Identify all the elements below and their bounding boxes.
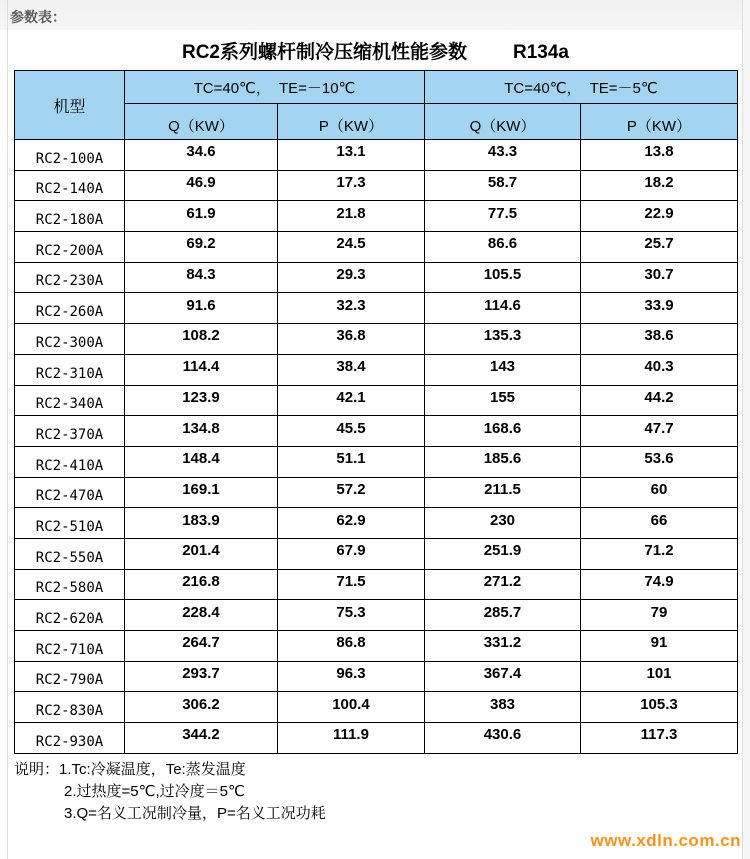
p2-cell: 38.6 xyxy=(581,324,738,355)
q2-cell: 105.5 xyxy=(425,262,581,293)
page-right-margin xyxy=(743,0,750,859)
note-text-1: 1.Tc:冷凝温度，Te:蒸发温度 xyxy=(59,760,246,778)
p1-cell: 42.1 xyxy=(278,385,425,416)
q1-cell: 306.2 xyxy=(125,692,278,723)
q2-cell: 331.2 xyxy=(425,631,581,662)
q1-cell: 46.9 xyxy=(125,170,278,201)
q2-cell: 251.9 xyxy=(425,538,581,569)
q2-cell: 185.6 xyxy=(425,446,581,477)
spec-table-body xyxy=(15,140,738,754)
q1-cell: 134.8 xyxy=(125,416,278,447)
table-row xyxy=(15,140,738,171)
q2-cell: 58.7 xyxy=(425,170,581,201)
page-label: 参数表： xyxy=(10,9,66,25)
model-cell: RC2-140A xyxy=(15,170,125,201)
model-cell: RC2-200A xyxy=(15,232,125,263)
model-cell: RC2-410A xyxy=(15,446,125,477)
p2-cell: 101 xyxy=(581,661,738,692)
p2-cell: 22.9 xyxy=(581,201,738,232)
col-header-q2: Q（KW） xyxy=(425,104,581,140)
q1-cell: 123.9 xyxy=(125,385,278,416)
p2-cell: 33.9 xyxy=(581,293,738,324)
q1-cell: 183.9 xyxy=(125,508,278,539)
p1-cell: 71.5 xyxy=(278,569,425,600)
table-row xyxy=(15,262,738,293)
note-line-2: 2.过热度=5℃,过冷度＝5℃ xyxy=(64,782,245,800)
p2-cell: 117.3 xyxy=(581,723,738,754)
p1-cell: 21.8 xyxy=(278,201,425,232)
q1-cell: 84.3 xyxy=(125,262,278,293)
q2-cell: 367.4 xyxy=(425,661,581,692)
p1-cell: 75.3 xyxy=(278,600,425,631)
p1-cell: 86.8 xyxy=(278,631,425,662)
p2-cell: 91 xyxy=(581,631,738,662)
table-row xyxy=(15,538,738,569)
model-cell: RC2-930A xyxy=(15,723,125,754)
table-row xyxy=(15,477,738,508)
p1-cell: 36.8 xyxy=(278,324,425,355)
q1-cell: 264.7 xyxy=(125,631,278,662)
p2-cell: 13.8 xyxy=(581,140,738,171)
p2-cell: 25.7 xyxy=(581,232,738,263)
table-row xyxy=(15,600,738,631)
model-cell: RC2-180A xyxy=(15,201,125,232)
q2-cell: 77.5 xyxy=(425,201,581,232)
model-cell: RC2-260A xyxy=(15,293,125,324)
col-header-p1: P（KW） xyxy=(278,104,425,140)
p2-cell: 71.2 xyxy=(581,538,738,569)
q1-cell: 34.6 xyxy=(125,140,278,171)
table-row xyxy=(15,354,738,385)
q1-cell: 201.4 xyxy=(125,538,278,569)
table-row xyxy=(15,661,738,692)
p1-cell: 111.9 xyxy=(278,723,425,754)
content-area xyxy=(14,40,737,825)
p2-cell: 47.7 xyxy=(581,416,738,447)
model-cell: RC2-340A xyxy=(15,385,125,416)
q2-cell: 285.7 xyxy=(425,600,581,631)
table-row xyxy=(15,201,738,232)
q2-cell: 86.6 xyxy=(425,232,581,263)
p1-cell: 57.2 xyxy=(278,477,425,508)
p2-cell: 44.2 xyxy=(581,385,738,416)
q2-cell: 135.3 xyxy=(425,324,581,355)
q1-cell: 91.6 xyxy=(125,293,278,324)
table-row xyxy=(15,293,738,324)
q2-cell: 114.6 xyxy=(425,293,581,324)
q1-cell: 108.2 xyxy=(125,324,278,355)
top-bar xyxy=(0,0,750,30)
page-left-edge xyxy=(7,0,8,859)
model-cell: RC2-580A xyxy=(15,569,125,600)
table-row xyxy=(15,416,738,447)
p2-cell: 18.2 xyxy=(581,170,738,201)
p1-cell: 29.3 xyxy=(278,262,425,293)
model-cell: RC2-510A xyxy=(15,508,125,539)
col-header-q1: Q（KW） xyxy=(125,104,278,140)
notes-prefix: 说明： xyxy=(14,760,60,778)
p1-cell: 100.4 xyxy=(278,692,425,723)
p2-cell: 74.9 xyxy=(581,569,738,600)
p1-cell: 45.5 xyxy=(278,416,425,447)
table-row xyxy=(15,508,738,539)
q2-cell: 430.6 xyxy=(425,723,581,754)
p1-cell: 17.3 xyxy=(278,170,425,201)
note-line-3: 3.Q=名义工况制冷量，P=名义工况功耗 xyxy=(64,804,326,822)
p2-cell: 40.3 xyxy=(581,354,738,385)
table-row xyxy=(15,170,738,201)
p2-cell: 105.3 xyxy=(581,692,738,723)
q2-cell: 271.2 xyxy=(425,569,581,600)
note-line-1 xyxy=(14,759,737,781)
table-row xyxy=(15,692,738,723)
col-group-te-minus10: TC=40℃， TE=－10℃ xyxy=(125,71,425,104)
q2-cell: 43.3 xyxy=(425,140,581,171)
q2-cell: 211.5 xyxy=(425,477,581,508)
p2-cell: 30.7 xyxy=(581,262,738,293)
q2-cell: 155 xyxy=(425,385,581,416)
q1-cell: 148.4 xyxy=(125,446,278,477)
model-cell: RC2-710A xyxy=(15,631,125,662)
q1-cell: 293.7 xyxy=(125,661,278,692)
model-cell: RC2-620A xyxy=(15,600,125,631)
q1-cell: 69.2 xyxy=(125,232,278,263)
model-cell: RC2-830A xyxy=(15,692,125,723)
col-group-te-minus5: TC=40℃， TE=－5℃ xyxy=(425,71,738,104)
p2-cell: 79 xyxy=(581,600,738,631)
model-cell: RC2-370A xyxy=(15,416,125,447)
p1-cell: 24.5 xyxy=(278,232,425,263)
table-row xyxy=(15,723,738,754)
model-cell: RC2-470A xyxy=(15,477,125,508)
p2-cell: 53.6 xyxy=(581,446,738,477)
q1-cell: 169.1 xyxy=(125,477,278,508)
p1-cell: 96.3 xyxy=(278,661,425,692)
notes xyxy=(14,759,737,825)
table-row xyxy=(15,324,738,355)
q1-cell: 114.4 xyxy=(125,354,278,385)
table-title xyxy=(14,40,737,70)
q1-cell: 344.2 xyxy=(125,723,278,754)
website-link[interactable]: www.xdln.com.cn xyxy=(590,831,741,850)
p1-cell: 32.3 xyxy=(278,293,425,324)
q1-cell: 228.4 xyxy=(125,600,278,631)
col-header-p2: P（KW） xyxy=(581,104,738,140)
table-row xyxy=(15,631,738,662)
model-cell: RC2-300A xyxy=(15,324,125,355)
model-cell: RC2-550A xyxy=(15,538,125,569)
title-text: RC2系列螺杆制冷压缩机性能参数 xyxy=(181,42,467,63)
p1-cell: 51.1 xyxy=(278,446,425,477)
model-cell: RC2-310A xyxy=(15,354,125,385)
p2-cell: 66 xyxy=(581,508,738,539)
model-cell: RC2-100A xyxy=(15,140,125,171)
q2-cell: 168.6 xyxy=(425,416,581,447)
p2-cell: 60 xyxy=(581,477,738,508)
q2-cell: 143 xyxy=(425,354,581,385)
table-row xyxy=(15,446,738,477)
page-right-edge xyxy=(742,0,743,859)
spec-table xyxy=(14,70,738,754)
p1-cell: 62.9 xyxy=(278,508,425,539)
table-row xyxy=(15,232,738,263)
p1-cell: 13.1 xyxy=(278,140,425,171)
q1-cell: 61.9 xyxy=(125,201,278,232)
refrigerant-text: R134a xyxy=(513,42,569,63)
p1-cell: 67.9 xyxy=(278,538,425,569)
q2-cell: 230 xyxy=(425,508,581,539)
col-header-model: 机型 xyxy=(15,71,125,140)
table-row xyxy=(15,569,738,600)
model-cell: RC2-790A xyxy=(15,661,125,692)
table-row xyxy=(15,385,738,416)
q2-cell: 383 xyxy=(425,692,581,723)
p1-cell: 38.4 xyxy=(278,354,425,385)
model-cell: RC2-230A xyxy=(15,262,125,293)
q1-cell: 216.8 xyxy=(125,569,278,600)
